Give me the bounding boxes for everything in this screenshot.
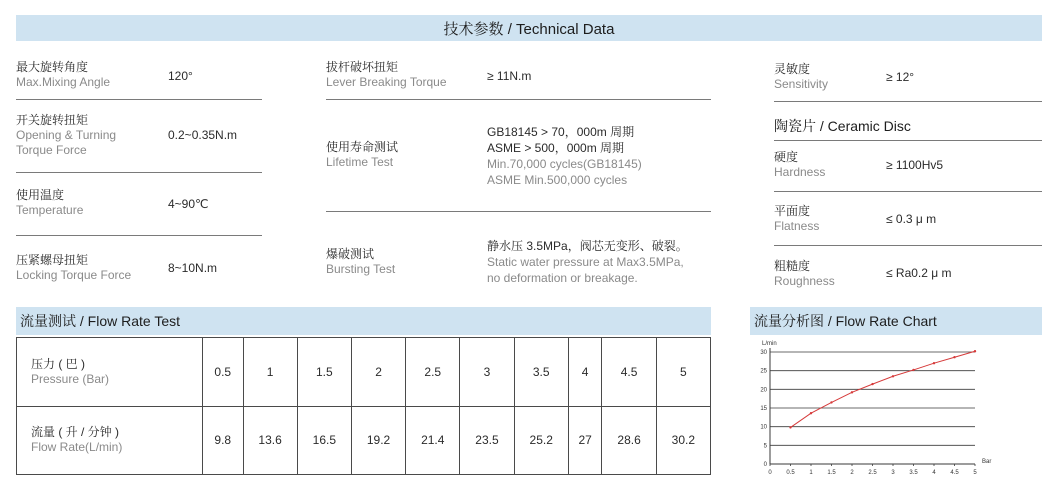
flow-test-header [16,307,711,335]
y-axis-label: L/min [762,341,777,347]
table-cell: 25.2 [514,406,568,475]
spec-label-zh: 使用寿命测试 [326,140,399,154]
spec-value: ≤ Ra0.2 μ m [886,266,952,280]
ceramic-disc-title: 陶瓷片 / Ceramic Disc [774,118,911,134]
bursting-line: Static water pressure at Max3.5MPa, [487,255,684,269]
spec-label-en: Temperature [16,203,84,217]
table-cell: 1.5 [297,338,351,407]
divider [774,101,1042,102]
y-tick-label: 30 [760,350,767,356]
divider [16,235,262,236]
spec-locking-torque [16,253,131,283]
technical-data-header [16,15,1042,41]
data-point [789,426,791,428]
spec-value: 8~10N.m [168,261,218,275]
lifetime-line: ASME > 500，000m 周期 [487,141,625,155]
data-point [974,350,976,352]
spec-sensitivity [774,62,828,92]
x-tick-label: 5 [973,470,977,476]
divider [774,191,1042,192]
y-tick-label: 15 [760,406,767,412]
table-cell: 1 [243,338,297,407]
row-label-en: Pressure (Bar) [31,371,110,386]
spec-label-en: Max.Mixing Angle [16,75,111,89]
spec-bursting-values [487,238,688,286]
spec-label-en: Sensitivity [774,77,829,91]
spec-label-zh: 平面度 [774,204,811,218]
table-cell: 3.5 [514,338,568,407]
data-point [953,356,955,358]
x-tick-label: 3 [891,470,895,476]
y-tick-label: 25 [760,368,767,375]
spec-lever-torque [326,60,447,90]
x-tick-label: 0.5 [786,470,795,476]
spec-label-en: Roughness [774,274,835,288]
spec-value: 4~90℃ [168,197,209,211]
spec-label-en: Hardness [774,165,826,179]
table-row [17,406,711,475]
spec-label-zh: 开关旋转扭矩 [16,113,89,127]
x-tick-label: 3.5 [909,470,918,476]
spec-label-zh: 爆破测试 [326,247,375,261]
spec-max-angle [16,60,110,90]
spec-label-en: Bursting Test [326,262,396,276]
spec-label-en: Torque Force [16,143,87,157]
spec-roughness [774,259,835,289]
x-tick-label: 0 [768,470,772,476]
data-point [810,412,812,414]
table-cell: 23.5 [460,406,514,475]
data-point [851,391,853,393]
table-cell: 27 [568,406,602,475]
y-tick-label: 0 [763,462,767,468]
x-tick-label: 4 [932,470,936,476]
table-cell: 9.8 [203,406,244,475]
spec-temperature [16,188,83,218]
data-point [830,401,832,403]
y-tick-label: 10 [760,424,767,431]
lifetime-line: ASME Min.500,000 cycles [487,173,628,187]
header-title: 技术参数 / Technical Data [443,20,615,38]
table-cell: 4 [568,338,602,407]
row-label-zh: 流量 ( 升 / 分钟 ) [31,425,119,440]
data-point [871,383,873,385]
table-row [17,338,711,407]
row-label-zh: 压力 ( 巴 ) [31,356,85,371]
x-tick-label: 1.5 [827,470,836,476]
table-cell: 2.5 [406,338,460,407]
table-row-header [17,406,203,475]
spec-label-zh: 使用温度 [16,188,65,202]
spec-label-en: Flatness [774,219,820,233]
table-cell: 21.4 [406,406,460,475]
row-label-en: Flow Rate(L/min) [31,440,123,455]
divider [774,140,1042,141]
spec-value: 120° [168,69,193,83]
x-axis-label: Bar [982,459,992,465]
x-tick-label: 2.5 [868,470,877,476]
divider [326,211,711,212]
table-cell: 2 [351,338,405,407]
spec-label-zh: 硬度 [774,150,799,164]
flow-test-title: 流量测试 / Flow Rate Test [20,313,181,329]
spec-label-zh: 拔杆破坏扭矩 [326,60,399,74]
spec-label-zh: 压紧螺母扭矩 [16,253,89,267]
spec-bursting [326,247,395,277]
flow-chart-header [750,307,1042,335]
data-point [933,362,935,364]
data-point [892,375,894,377]
table-cell: 13.6 [243,406,297,475]
flow-chart-title: 流量分析图 / Flow Rate Chart [754,313,937,329]
spec-label-en: Lifetime Test [326,155,394,169]
y-tick-label: 20 [760,387,767,394]
spec-label-zh: 最大旋转角度 [16,60,89,74]
spec-value: ≥ 12° [886,70,915,84]
table-cell: 19.2 [351,406,405,475]
flow-rate-table [16,337,711,475]
spec-label-en: Opening & Turning [16,128,117,142]
y-tick-label: 5 [763,443,767,450]
spec-turning-torque [16,113,116,158]
spec-value: ≥ 11N.m [487,69,532,83]
spec-value: ≥ 1100Hv5 [886,158,944,172]
table-cell: 28.6 [602,406,656,475]
table-cell: 16.5 [297,406,351,475]
table-row-header [17,338,203,407]
lifetime-line: Min.70,000 cycles(GB18145) [487,157,642,171]
divider [16,172,262,173]
x-tick-label: 1 [809,470,813,476]
table-cell: 0.5 [203,338,244,407]
spec-value: 0.2~0.35N.m [168,128,238,142]
table-cell: 3 [460,338,514,407]
x-tick-label: 4.5 [950,470,959,476]
table-cell: 30.2 [656,406,710,475]
table-cell: 5 [656,338,710,407]
divider [326,99,711,100]
table-cell: 4.5 [602,338,656,407]
spec-flatness [774,204,819,234]
x-tick-label: 2 [850,470,854,476]
flow-rate-chart [750,336,1042,486]
spec-value: ≤ 0.3 μ m [886,212,937,226]
spec-label-zh: 粗糙度 [774,259,811,273]
bursting-line: 静水压 3.5MPa，阀芯无变形、破裂。 [487,239,688,253]
divider [16,99,262,100]
bursting-line: no deformation or breakage. [487,271,638,285]
data-point [912,369,914,371]
divider [774,245,1042,246]
spec-label-en: Lever Breaking Torque [326,75,447,89]
lifetime-line: GB18145 > 70，000m 周期 [487,125,635,139]
spec-label-zh: 灵敏度 [774,62,811,76]
spec-lifetime-values [487,124,642,188]
spec-hardness [774,150,825,180]
spec-label-en: Locking Torque Force [16,268,132,282]
spec-lifetime [326,140,398,170]
